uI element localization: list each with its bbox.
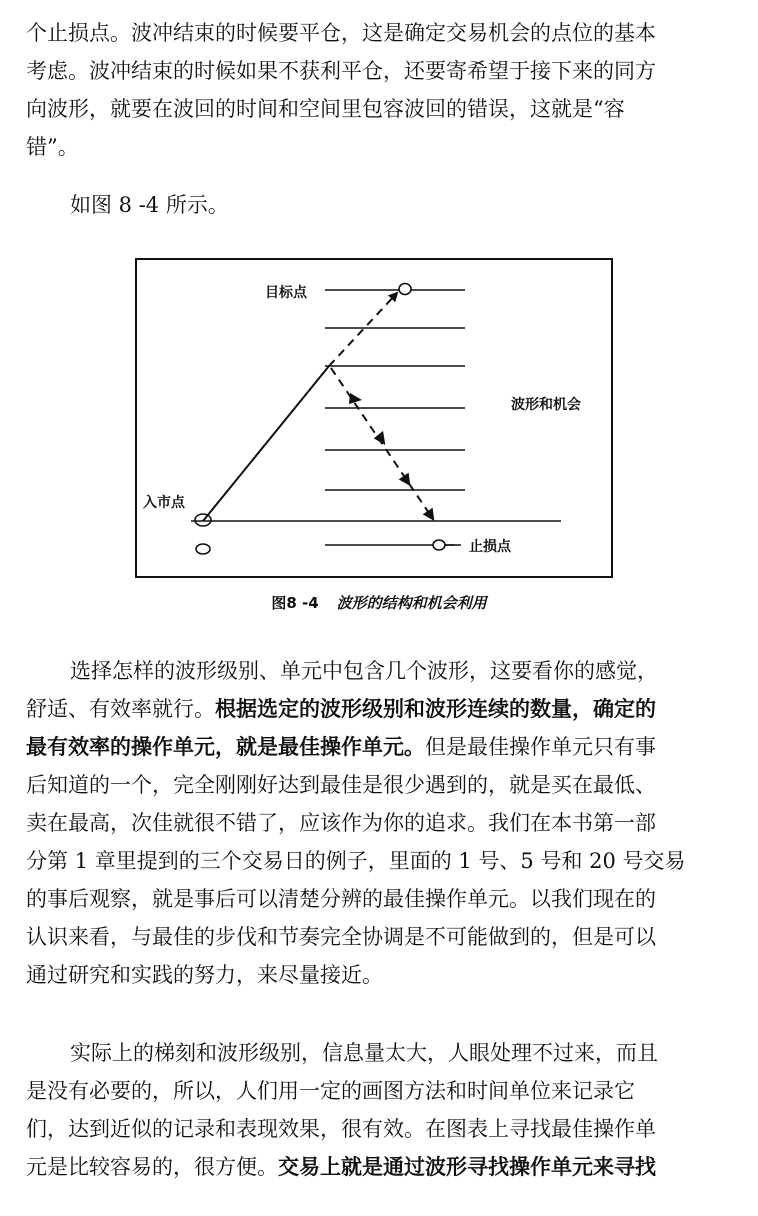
text-line: 实际上的梯刻和波形级别，信息量太大，人眼处理不过来，而且	[70, 1041, 658, 1065]
paragraph-2	[26, 652, 732, 994]
text-line: 卖在最高，次佳就很不错了，应该作为你的追求。我们在本书第一部	[26, 811, 656, 835]
stop-loss-label: 止损点	[469, 539, 511, 555]
text-line: 通过研究和实践的努力，来尽量接近。	[26, 963, 383, 987]
target-point-label: 目标点	[265, 285, 307, 301]
text-line: 选择怎样的波形级别、单元中包含几个波形，这要看你的感觉，	[70, 659, 658, 683]
text-line: 向波形，就要在波回的时间和空间里包容波回的错误，这就是“容	[26, 97, 625, 121]
text-line: 的事后观察，就是事后可以清楚分辨的最佳操作单元。以我们现在的	[26, 887, 656, 911]
stop-circle	[433, 540, 445, 550]
bold-text: 最有效率的操作单元，就是最佳操作单元。	[26, 735, 425, 759]
text-line: 个止损点。波冲结束的时候要平仓，这是确定交易机会的点位的基本	[26, 21, 656, 45]
retrace-dashed-line	[331, 368, 433, 519]
target-arrow	[329, 293, 397, 366]
text-line: 认识来看，与最佳的步伐和节奏完全协调是不可能做到的，但是可以	[26, 925, 656, 949]
text-line: 考虑。波冲结束的时候如果不获利平仓，还要寄希望于接下来的同方	[26, 59, 656, 83]
level-lines	[191, 290, 561, 545]
small-circle	[196, 544, 210, 554]
rising-wave-line	[203, 366, 329, 521]
figure-reference: 如图 8 -4 所示。	[70, 193, 229, 217]
caption-number: 图8 -4	[271, 594, 319, 612]
text-line: 后知道的一个，完全刚刚好达到最佳是很少遇到的，就是买在最低、	[26, 773, 656, 797]
text-line: 是没有必要的，所以，人们用一定的画图方法和时间单位来记录它	[26, 1079, 635, 1103]
wave-opportunity-label: 波形和机会	[511, 397, 581, 413]
text-line: 们，达到近似的记录和表现效果，很有效。在图表上寻找最佳操作单	[26, 1117, 656, 1141]
caption-title: 波形的结构和机会利用	[336, 594, 487, 612]
bold-text: 根据选定的波形级别和波形连续的数量，确定的	[215, 697, 656, 721]
wave-structure-figure	[135, 258, 613, 578]
text-line: 错”。	[26, 135, 79, 159]
figure-caption	[0, 592, 758, 613]
wave-diagram	[137, 260, 615, 580]
text-line: 元是比较容易的，很方便。交易上就是通过波形寻找操作单元来寻找	[26, 1155, 656, 1179]
paragraph-top	[26, 14, 732, 166]
text-line: 舒适、有效率就行。根据选定的波形级别和波形连续的数量，确定的	[26, 697, 656, 721]
entry-point-label: 入市点	[143, 495, 185, 511]
paragraph-3	[26, 1034, 732, 1186]
text-line: 分第 1 章里提到的三个交易日的例子，里面的 1 号、5 号和 20 号交易	[26, 849, 686, 873]
bold-text: 交易上就是通过波形寻找操作单元来寻找	[278, 1155, 656, 1179]
target-circle	[399, 284, 411, 295]
text-line: 最有效率的操作单元，就是最佳操作单元。但是最佳操作单元只有事	[26, 735, 656, 759]
